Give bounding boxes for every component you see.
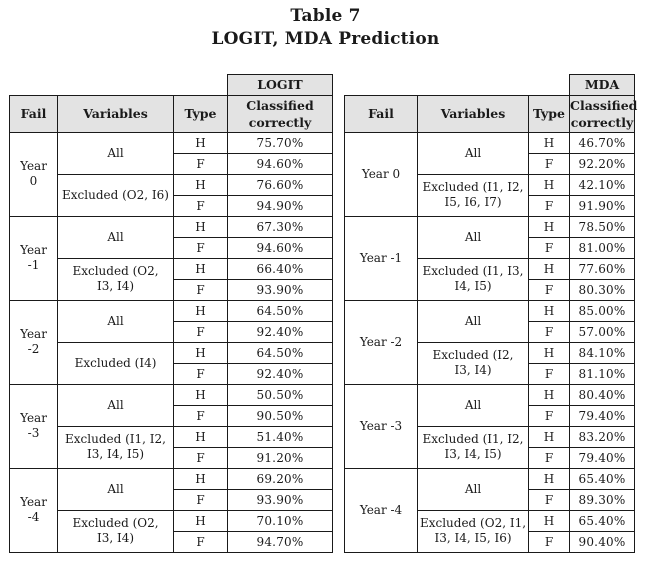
- classified-value-cell: 84.10%: [570, 342, 635, 363]
- table-row: [345, 132, 635, 153]
- type-cell: H: [174, 426, 228, 447]
- blank-cell: [418, 75, 529, 96]
- fail-year-cell: Year -4: [345, 468, 418, 552]
- type-cell: H: [529, 132, 570, 153]
- variables-all-cell: All: [418, 468, 529, 510]
- blank-cell: [58, 75, 174, 96]
- excluded-line2: I3, I4, I5, I6): [434, 531, 512, 545]
- type-cell: F: [529, 321, 570, 342]
- fail-year-cell: [10, 384, 58, 468]
- table-row: [345, 384, 635, 405]
- excluded-line2: I3, I4): [96, 279, 135, 293]
- type-cell: F: [174, 279, 228, 300]
- type-cell: H: [529, 384, 570, 405]
- type-cell: F: [174, 405, 228, 426]
- classified-value-cell: 50.50%: [228, 384, 333, 405]
- classified-header-line1: Classified: [570, 97, 638, 113]
- year-line2: -3: [27, 426, 40, 440]
- classified-value-cell: 51.40%: [228, 426, 333, 447]
- fail-year-cell: Year -2: [345, 300, 418, 384]
- excluded-line2: I3, I4): [454, 363, 492, 377]
- type-cell: H: [529, 174, 570, 195]
- variables-excluded-cell: [418, 510, 529, 552]
- type-cell: F: [174, 363, 228, 384]
- excluded-line2: I3, I4, I5): [86, 447, 145, 461]
- table-row: [10, 216, 333, 237]
- excluded-line2: I3, I4): [96, 531, 135, 545]
- excluded-line1: Excluded (I1, I3,: [422, 264, 524, 278]
- variables-excluded-cell: [418, 342, 529, 384]
- type-cell: F: [174, 321, 228, 342]
- classified-value-cell: 92.40%: [228, 321, 333, 342]
- variables-all-cell: All: [418, 300, 529, 342]
- table-row: [10, 384, 333, 405]
- classified-value-cell: 94.90%: [228, 195, 333, 216]
- classified-value-cell: 42.10%: [570, 174, 635, 195]
- type-cell: F: [529, 153, 570, 174]
- classified-value-cell: 91.90%: [570, 195, 635, 216]
- type-cell: F: [529, 279, 570, 300]
- variables-all-cell: All: [58, 216, 174, 258]
- blank-cell: [10, 75, 58, 96]
- classified-value-cell: 92.20%: [570, 153, 635, 174]
- excluded-line2: I3, I4, I5): [444, 447, 502, 461]
- classified-value-cell: 93.90%: [228, 489, 333, 510]
- group-header-row: [10, 75, 333, 96]
- type-cell: H: [174, 300, 228, 321]
- variables-excluded-cell: [58, 510, 174, 552]
- type-cell: H: [174, 216, 228, 237]
- excluded-line1: Excluded (I1, I2,: [422, 432, 524, 446]
- classified-value-cell: 90.50%: [228, 405, 333, 426]
- table-row: [10, 300, 333, 321]
- table-row: [345, 300, 635, 321]
- fail-year-cell: Year 0: [345, 132, 418, 216]
- table-row: [10, 258, 333, 279]
- year-line1: Year: [20, 243, 47, 257]
- excluded-line1: Excluded (I2,: [432, 348, 514, 362]
- type-cell: H: [529, 426, 570, 447]
- variables-all-cell: All: [418, 216, 529, 258]
- type-cell: H: [529, 216, 570, 237]
- fail-year-cell: [10, 300, 58, 384]
- classified-value-cell: 94.70%: [228, 531, 333, 552]
- classified-value-cell: 67.30%: [228, 216, 333, 237]
- fail-year-cell: [10, 132, 58, 216]
- table-row: [10, 468, 333, 489]
- classified-value-cell: 94.60%: [228, 153, 333, 174]
- classified-value-cell: 70.10%: [228, 510, 333, 531]
- classified-value-cell: 65.40%: [570, 510, 635, 531]
- col-fail-header: Fail: [345, 95, 418, 132]
- group-header-row: [345, 75, 635, 96]
- classified-value-cell: 69.20%: [228, 468, 333, 489]
- fail-year-cell: Year -1: [345, 216, 418, 300]
- classified-value-cell: 79.40%: [570, 447, 635, 468]
- variables-excluded-cell: Excluded (I4): [58, 342, 174, 384]
- classified-value-cell: 78.50%: [570, 216, 635, 237]
- classified-value-cell: 89.30%: [570, 489, 635, 510]
- variables-excluded-cell: [418, 426, 529, 468]
- variables-all-cell: All: [418, 384, 529, 426]
- excluded-line1: Excluded (O2,: [72, 264, 159, 278]
- table-row: [345, 468, 635, 489]
- type-cell: F: [529, 447, 570, 468]
- year-line2: -2: [27, 342, 40, 356]
- classified-value-cell: 77.60%: [570, 258, 635, 279]
- col-type-header: Type: [174, 95, 228, 132]
- col-type-header: Type: [529, 95, 570, 132]
- classified-value-cell: 93.90%: [228, 279, 333, 300]
- fail-year-cell: Year -3: [345, 384, 418, 468]
- type-cell: H: [174, 174, 228, 195]
- excluded-line1: Excluded (O2, I1,: [419, 516, 527, 530]
- table-row: [10, 426, 333, 447]
- blank-cell: [345, 75, 418, 96]
- type-cell: H: [174, 468, 228, 489]
- classified-value-cell: 79.40%: [570, 405, 635, 426]
- classified-value-cell: 57.00%: [570, 321, 635, 342]
- col-classified-header: [570, 95, 638, 132]
- table-row: [10, 342, 333, 363]
- col-variables-header: Variables: [58, 95, 174, 132]
- classified-value-cell: 91.20%: [228, 447, 333, 468]
- classified-value-cell: 94.60%: [228, 237, 333, 258]
- type-cell: F: [174, 153, 228, 174]
- classified-value-cell: 75.70%: [228, 132, 333, 153]
- type-cell: H: [529, 300, 570, 321]
- classified-value-cell: 46.70%: [570, 132, 635, 153]
- classified-header-line2: correctly: [248, 114, 312, 130]
- variables-excluded-cell: [58, 258, 174, 300]
- blank-cell: [529, 75, 570, 96]
- variables-all-cell: All: [418, 132, 529, 174]
- type-cell: H: [174, 510, 228, 531]
- classified-header-line1: Classified: [246, 97, 314, 113]
- type-cell: H: [529, 510, 570, 531]
- classified-value-cell: 76.60%: [228, 174, 333, 195]
- table-title: Table 7: [290, 6, 361, 26]
- blank-cell: [174, 75, 228, 96]
- table-subtitle: LOGIT, MDA Prediction: [211, 29, 440, 49]
- table-row: [10, 174, 333, 195]
- col-variables-header: Variables: [418, 95, 529, 132]
- classified-value-cell: 80.30%: [570, 279, 635, 300]
- column-header-row: [10, 95, 333, 132]
- logit-table: [9, 74, 333, 553]
- classified-value-cell: 65.40%: [570, 468, 635, 489]
- year-line2: 0: [29, 174, 38, 188]
- variables-excluded-cell: Excluded (O2, I6): [58, 174, 174, 216]
- excluded-line1: Excluded (I1, I2,: [65, 432, 166, 446]
- type-cell: F: [174, 237, 228, 258]
- year-line2: -4: [27, 510, 40, 524]
- type-cell: H: [174, 132, 228, 153]
- classified-value-cell: 64.50%: [228, 300, 333, 321]
- classified-value-cell: 66.40%: [228, 258, 333, 279]
- type-cell: F: [174, 447, 228, 468]
- model-label: MDA: [570, 75, 635, 96]
- year-line1: Year: [20, 411, 47, 425]
- type-cell: F: [174, 489, 228, 510]
- variables-excluded-cell: [418, 258, 529, 300]
- classified-value-cell: 81.00%: [570, 237, 635, 258]
- classified-value-cell: 92.40%: [228, 363, 333, 384]
- classified-header-line2: correctly: [570, 114, 634, 130]
- excluded-line2: I4, I5): [454, 279, 492, 293]
- type-cell: F: [529, 405, 570, 426]
- type-cell: F: [174, 195, 228, 216]
- table-row: [10, 510, 333, 531]
- model-label: LOGIT: [228, 75, 333, 96]
- type-cell: H: [529, 342, 570, 363]
- mda-table: [344, 74, 638, 553]
- classified-value-cell: 85.00%: [570, 300, 635, 321]
- table-row: [345, 216, 635, 237]
- type-cell: H: [529, 468, 570, 489]
- classified-value-cell: 64.50%: [228, 342, 333, 363]
- classified-value-cell: 80.40%: [570, 384, 635, 405]
- column-header-row: [345, 95, 635, 132]
- year-line1: Year: [20, 495, 47, 509]
- classified-value-cell: 83.20%: [570, 426, 635, 447]
- classified-value-cell: 90.40%: [570, 531, 635, 552]
- variables-all-cell: All: [58, 468, 174, 510]
- type-cell: F: [529, 237, 570, 258]
- excluded-line2: I5, I6, I7): [444, 195, 502, 209]
- fail-year-cell: [10, 468, 58, 552]
- col-classified-header: [228, 95, 333, 132]
- type-cell: H: [174, 258, 228, 279]
- year-line1: Year: [20, 327, 47, 341]
- type-cell: H: [529, 258, 570, 279]
- excluded-line1: Excluded (I1, I2,: [422, 180, 524, 194]
- type-cell: H: [174, 384, 228, 405]
- fail-year-cell: [10, 216, 58, 300]
- col-fail-header: Fail: [10, 95, 58, 132]
- table-row: [10, 132, 333, 153]
- type-cell: H: [174, 342, 228, 363]
- variables-excluded-cell: [58, 426, 174, 468]
- type-cell: F: [529, 531, 570, 552]
- classified-value-cell: 81.10%: [570, 363, 635, 384]
- type-cell: F: [529, 195, 570, 216]
- type-cell: F: [174, 531, 228, 552]
- type-cell: F: [529, 363, 570, 384]
- year-line2: -1: [27, 258, 40, 272]
- variables-all-cell: All: [58, 132, 174, 174]
- year-line1: Year: [20, 159, 47, 173]
- excluded-line1: Excluded (O2,: [72, 516, 159, 530]
- variables-excluded-cell: [418, 174, 529, 216]
- variables-all-cell: All: [58, 300, 174, 342]
- type-cell: F: [529, 489, 570, 510]
- variables-all-cell: All: [58, 384, 174, 426]
